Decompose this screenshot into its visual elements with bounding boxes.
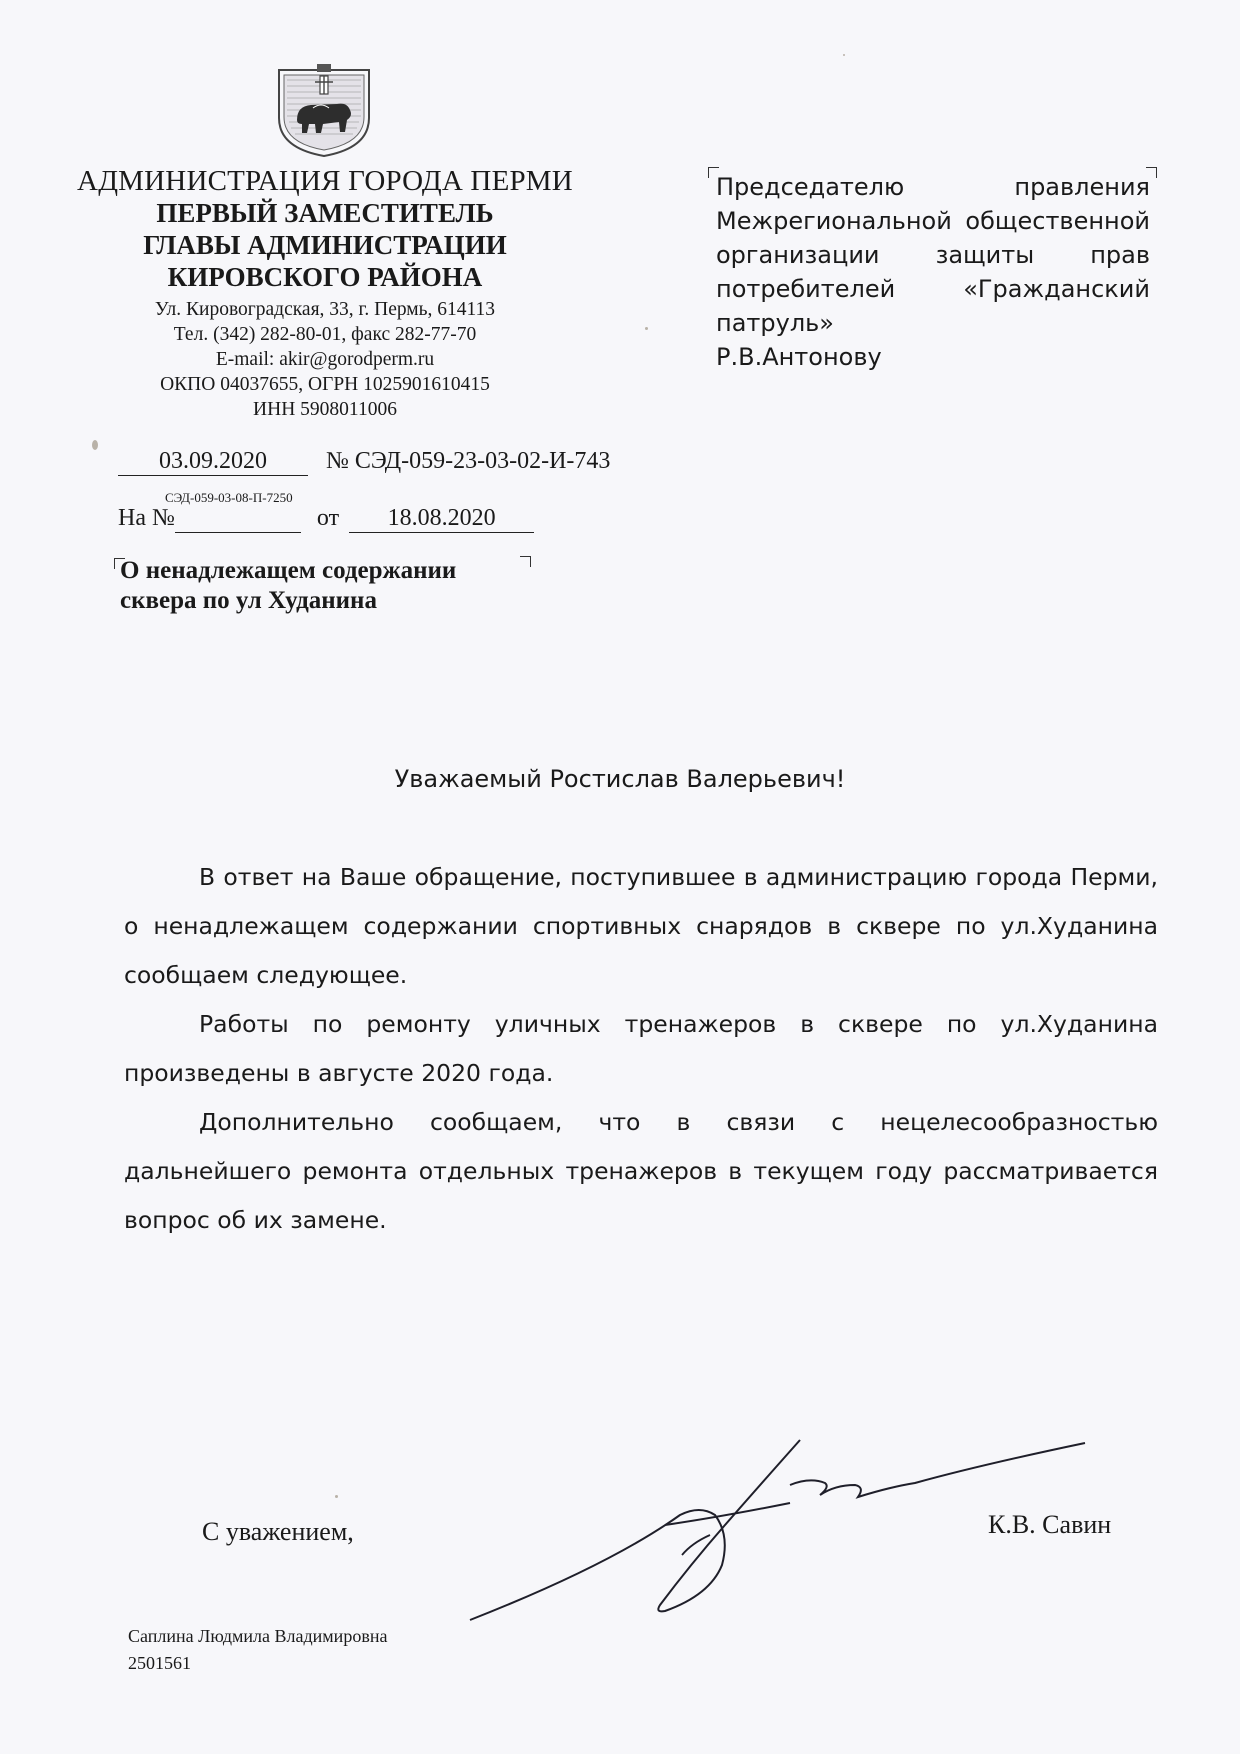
sender-title-line: КИРОВСКОГО РАЙОНА [167,262,483,292]
addressee-line: Председателю правления [716,173,1150,201]
subject-line: сквера по ул Худанина [120,587,377,614]
addressee-line: организации защиты прав [716,241,1150,269]
scan-speck [645,327,648,330]
subject-line: О ненадлежащем содержании [120,557,457,584]
outgoing-registration [118,448,610,476]
executor-name: Саплина Людмила Владимировна [128,1626,388,1646]
addressee-line: Межрегиональной общественной [716,207,1150,235]
scan-speck [843,54,845,56]
coat-of-arms-icon [275,58,373,158]
outgoing-date: 03.09.2020 [118,448,308,476]
incoming-registration [118,505,534,533]
body-paragraph: Работы по ремонту уличных тренажеров в сквере по ул.Худанина произведены в августе 2020 года. [124,1010,1158,1087]
greeting: Уважаемый Ростислав Валерьевич! [394,765,846,793]
letter-subject [120,556,540,616]
email: E-mail: akir@gorodperm.ru [215,349,435,370]
incoming-label: На № [118,505,175,531]
sender-contacts [60,297,590,422]
body-paragraph: В ответ на Ваше обращение, поступившее в администрацию города Перми, о ненадлежащем содержании спортивных снарядов в сквере по ул.Худанина сообщаем следующее. [124,863,1158,989]
from-label: от [316,505,340,531]
sender-block [60,165,590,422]
incoming-date: 18.08.2020 [349,505,534,533]
number-sign: № [326,448,349,474]
inn: ИНН 5908011006 [253,399,397,420]
body-paragraph: Дополнительно сообщаем, что в связи с нецелесообразностью дальнейшего ремонта отдельных тренажеров в текущем году рассматривается вопрос об их замене. [124,1108,1158,1234]
phone-fax: Тел. (342) 282-80-01, факс 282-77-70 [173,324,477,345]
org-name: АДМИНИСТРАЦИЯ ГОРОДА ПЕРМИ [77,165,573,197]
sender-title-line: ПЕРВЫЙ ЗАМЕСТИТЕЛЬ [156,198,494,228]
addressee-line: потребителей «Гражданский [716,275,1150,303]
incoming-number-small: СЭД-059-03-08-П-7250 [165,490,293,505]
addressee-block [716,170,1150,374]
addressee-line: патруль» [716,309,834,337]
address: Ул. Кировоградская, 33, г. Пермь, 614113 [154,299,496,320]
executor-phone: 2501561 [128,1653,191,1673]
sender-title-line: ГЛАВЫ АДМИНИСТРАЦИИ [143,230,507,260]
okpo-ogrn: ОКПО 04037655, ОГРН 1025901610415 [160,374,490,395]
executor-block [128,1623,387,1677]
addressee-name: Р.В.Антонову [716,343,882,371]
letter-body [124,853,1158,1245]
signer-name: К.В. Савин [988,1510,1112,1539]
scan-speck [92,440,98,450]
closing-regards: С уважением, [202,1517,354,1546]
outgoing-number: СЭД-059-23-03-02-И-743 [354,448,611,474]
scan-speck [335,1495,338,1498]
